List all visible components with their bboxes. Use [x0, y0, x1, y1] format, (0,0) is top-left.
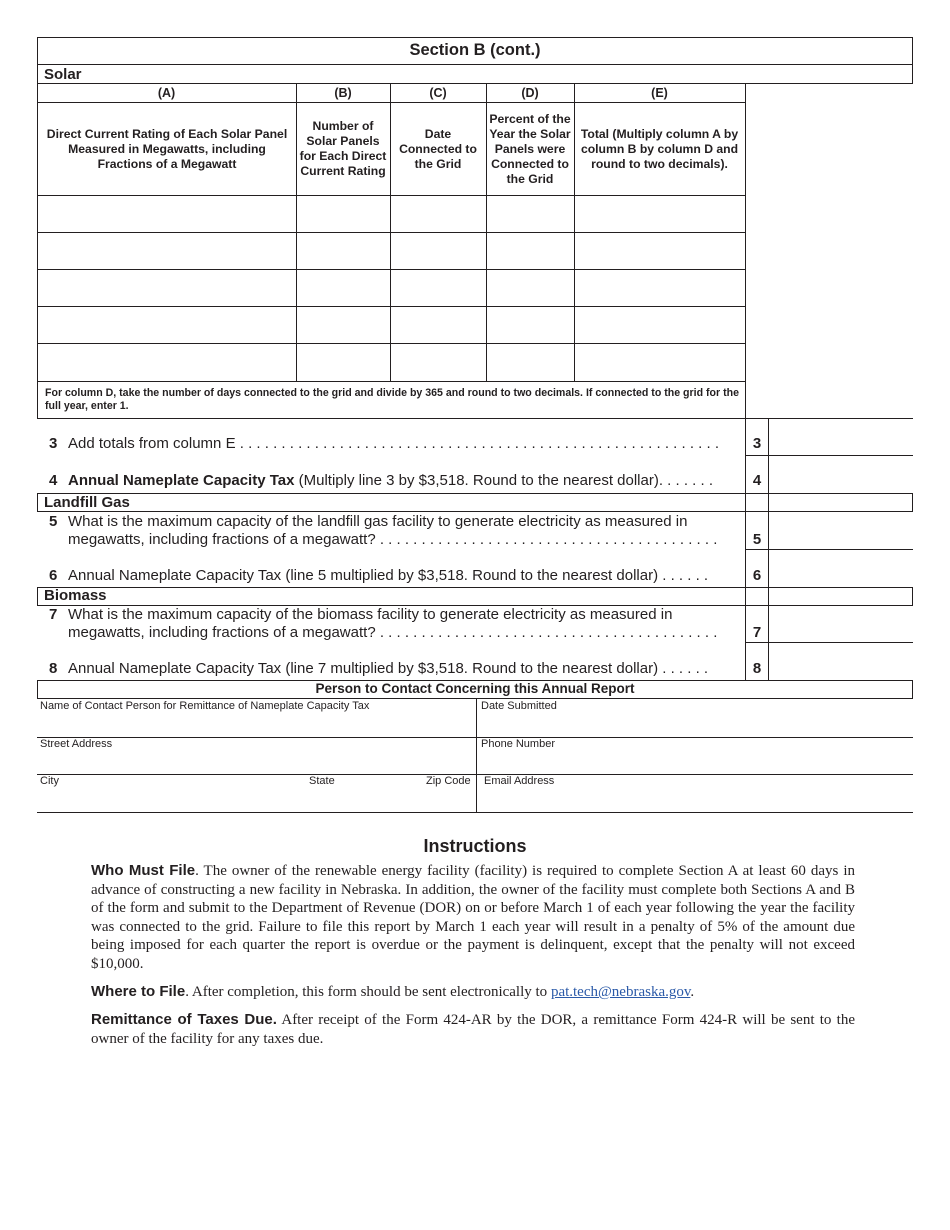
email-address-label: Email Address [484, 775, 555, 787]
who-must-file-heading: Who Must File [91, 862, 196, 879]
solar-row-2-col-b-field[interactable] [297, 233, 390, 269]
solar-row-5-col-a-field[interactable] [38, 344, 296, 380]
biomass-header-box [37, 587, 913, 606]
solar-row-5-col-e-field[interactable] [575, 344, 745, 380]
line-6-text: Annual Nameplate Capacity Tax (line 5 multiplied by $3,518. Round to the nearest dollar) . . . . . . [68, 567, 709, 584]
email-link[interactable]: pat.tech@nebraska.gov [550, 984, 691, 1000]
section-title: Section B (cont.) [409, 41, 541, 59]
line-3-box-number: 3 [752, 435, 762, 452]
line-3-text: Add totals from column E . . . . . . . . . . . . . . . . . . . . . . . . . . . . . . . . . . . . . . . . . . . . . . . . . . . . . . . . . . [68, 435, 719, 452]
date-submitted-field[interactable] [478, 712, 912, 736]
solar-row-4-col-d-field[interactable] [487, 307, 574, 343]
solar-row-1-col-b-field[interactable] [297, 196, 390, 232]
street-address-label: Street Address [40, 738, 113, 750]
col-e-letter: (E) [651, 86, 668, 100]
solar-row-4-col-b-field[interactable] [297, 307, 390, 343]
solar-row-3-col-a-field[interactable] [38, 270, 296, 306]
line-4-bold-text: Annual Nameplate Capacity Tax [68, 472, 295, 489]
street-address-field[interactable] [38, 750, 475, 773]
city-label: City [40, 775, 59, 787]
where-to-file-end: . [690, 984, 695, 1000]
line-8-box-number: 8 [752, 660, 762, 677]
solar-row-1-col-d-field[interactable] [487, 196, 574, 232]
col-c-letter: (C) [429, 86, 447, 100]
who-must-file-paragraph [91, 862, 855, 973]
contact-name-label: Name of Contact Person for Remittance of Nameplate Capacity Tax [40, 700, 370, 712]
contact-name-field[interactable] [38, 712, 475, 736]
remittance-paragraph [91, 1011, 855, 1048]
zip-code-label: Zip Code [426, 775, 471, 787]
phone-number-field[interactable] [478, 750, 912, 773]
solar-row-3-col-b-field[interactable] [297, 270, 390, 306]
email-address-field[interactable] [478, 787, 912, 811]
solar-row-3-col-c-field[interactable] [391, 270, 486, 306]
line-3-number: 3 [49, 435, 58, 452]
solar-row-1-col-c-field[interactable] [391, 196, 486, 232]
line-6-box-number: 6 [752, 567, 762, 584]
solar-row-1-col-e-field[interactable] [575, 196, 745, 232]
remittance-heading: Remittance of Taxes Due. [91, 1011, 277, 1028]
line-3-amount-field[interactable] [769, 419, 913, 455]
where-to-file-heading: Where to File [91, 983, 186, 1000]
row-line-5 [37, 381, 746, 382]
solar-row-3-col-d-field[interactable] [487, 270, 574, 306]
line-4-box-number: 4 [752, 472, 762, 489]
city-field[interactable] [38, 787, 303, 811]
solar-row-1-col-a-field[interactable] [38, 196, 296, 232]
line-4-number: 4 [49, 472, 58, 489]
solar-row-3-col-e-field[interactable] [575, 270, 745, 306]
line-7-box-number: 7 [752, 624, 762, 641]
col-e-description: Total (Multiply column A by column B by column D and round to two decimals). [580, 126, 739, 171]
solar-row-2-col-c-field[interactable] [391, 233, 486, 269]
solar-row-2-col-d-field[interactable] [487, 233, 574, 269]
contact-row-line-3 [37, 812, 913, 813]
col-a-letter: (A) [157, 86, 176, 100]
instructions-title: Instructions [423, 836, 527, 856]
col-d-description: Percent of the Year the Solar Panels were Connected to the Grid [489, 111, 571, 186]
solar-row-4-col-a-field[interactable] [38, 307, 296, 343]
line-8-amount-field[interactable] [769, 643, 913, 680]
col-b-description: Number of Solar Panels for Each Direct Current Rating [299, 119, 387, 178]
col-a-description: Direct Current Rating of Each Solar Panel Measured in Megawatts, including Fractions of a Megawatt [46, 126, 288, 171]
line-7-amount-field[interactable] [769, 606, 913, 642]
solar-title: Solar [44, 66, 82, 83]
line-7-text-1: What is the maximum capacity of the biomass facility to generate electricity as measured in [68, 606, 673, 623]
line-4-rest-text: (Multiply line 3 by $3,518. Round to the nearest dollar). . . . . . . [294, 472, 714, 489]
line-7-text-2: megawatts, including fractions of a megawatt? . . . . . . . . . . . . . . . . . . . . . . . . . . . . . . . . . . . . . . . . . [68, 624, 718, 641]
column-d-note: For column D, take the number of days connected to the grid and divide by 365 and round to two decimals. If connected to the grid for the full year, enter 1. [45, 387, 739, 412]
solar-row-2-col-e-field[interactable] [575, 233, 745, 269]
solar-row-5-col-d-field[interactable] [487, 344, 574, 380]
line-8-text: Annual Nameplate Capacity Tax (line 7 multiplied by $3,518. Round to the nearest dollar) . . . . . . [68, 660, 709, 677]
col-b-letter: (B) [334, 86, 352, 100]
zip-code-field[interactable] [420, 787, 475, 811]
contact-row-line-1 [37, 737, 913, 738]
solar-row-5-col-c-field[interactable] [391, 344, 486, 380]
solar-row-5-col-b-field[interactable] [297, 344, 390, 380]
date-submitted-label: Date Submitted [481, 700, 557, 712]
phone-number-label: Phone Number [481, 738, 555, 750]
where-to-file-paragraph [91, 983, 855, 1002]
state-label: State [309, 775, 335, 787]
contact-row-line-2 [37, 774, 913, 775]
solar-row-4-col-c-field[interactable] [391, 307, 486, 343]
line-7-number: 7 [49, 606, 58, 623]
line-5-text-1: What is the maximum capacity of the landfill gas facility to generate electricity as measured in [68, 513, 688, 530]
contact-divider [476, 699, 477, 812]
line-6-number: 6 [49, 567, 58, 584]
landfill-title: Landfill Gas [44, 494, 130, 511]
where-to-file-text: . After completion, this form should be sent electronically to [185, 984, 551, 1000]
line-5-number: 5 [49, 513, 58, 530]
solar-header-box [37, 64, 913, 84]
line-5-text-2: megawatts, including fractions of a megawatt? . . . . . . . . . . . . . . . . . . . . . . . . . . . . . . . . . . . . . . . . . [68, 531, 718, 548]
line-4-text [68, 472, 738, 489]
table-border-right [745, 84, 746, 418]
col-c-description: Date Connected to the Grid [399, 126, 477, 171]
col-d-letter: (D) [521, 86, 539, 100]
landfill-header-box [37, 493, 913, 512]
state-field[interactable] [306, 787, 416, 811]
contact-title: Person to Contact Concerning this Annual Report [315, 681, 635, 696]
remittance-text: After receipt of the Form 424-AR by the DOR, a remittance Form 424-R will be sent to the owner of the facility for any taxes due. [91, 1012, 855, 1047]
who-must-file-text: . The owner of the renewable energy facility (facility) is required to complete Section A at least 60 days in advance of constructing a new facility in Nebraska. In addition, the owner of the facility must complete both Sections A and B of the form and submit to the Department of Revenue (DOR) on or before March 1 of each year following the year the facility was connected to the grid. Failure to file this report by March 1 each year will result in a penalty of 5% of the amount due being imposed for each quarter the report is overdue or the payment is delinquent, except that the penalty will not exceed $10,000. [91, 863, 855, 972]
line-5-amount-field[interactable] [769, 512, 913, 549]
line-8-number: 8 [49, 660, 58, 677]
solar-row-2-col-a-field[interactable] [38, 233, 296, 269]
solar-row-4-col-e-field[interactable] [575, 307, 745, 343]
line-4-amount-field[interactable] [769, 456, 913, 493]
line-5-box-number: 5 [752, 531, 762, 548]
biomass-title: Biomass [44, 587, 107, 604]
line-6-amount-field[interactable] [769, 550, 913, 587]
